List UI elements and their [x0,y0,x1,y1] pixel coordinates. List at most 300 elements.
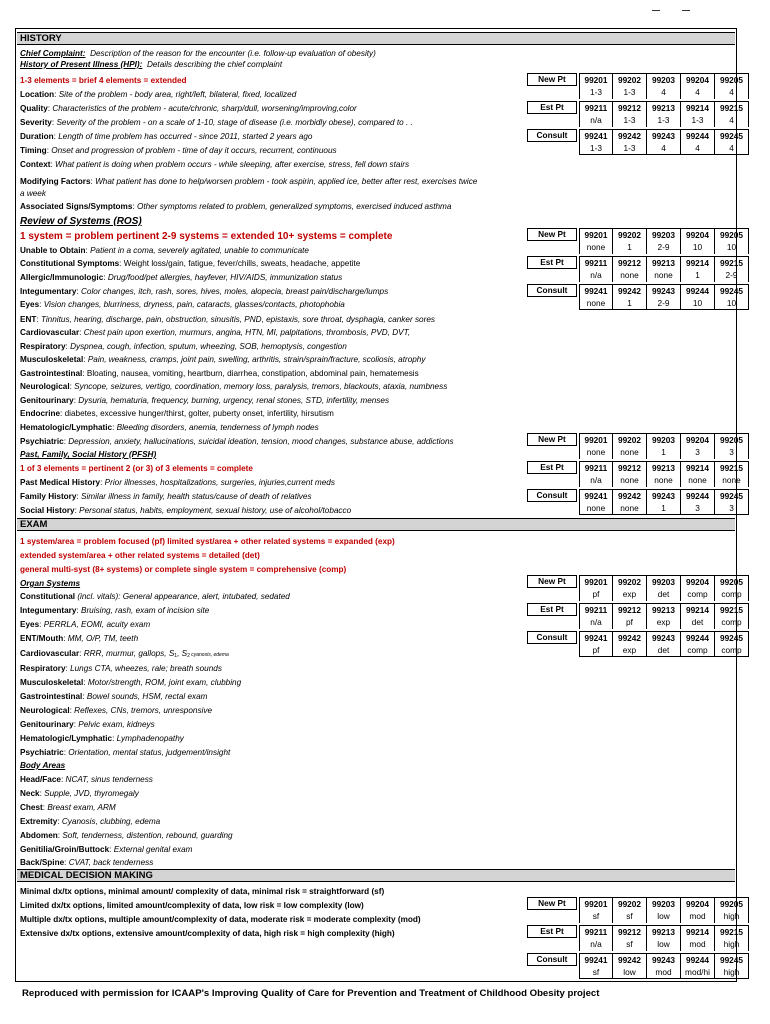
cpt-code-row [579,953,749,966]
mdm-line: Minimal dx/tx options, minimal amount/ complexity of data, minimal risk = straightforward (sf) [20,887,385,896]
body-item-text: Soft, tenderness, distention, rebound, guarding [62,831,233,840]
body-item-text: External genital exam [113,845,193,854]
cpt-code-cell: 99212 [613,925,647,938]
ros-item-text: Chest pain upon exertion, murmurs, angina, HTN, MI, palpitations, thrombosis, PVD, DVT, [83,328,411,337]
cpt-code-cell: 99203 [647,73,681,86]
cpt-code-cell: 99213 [647,925,681,938]
ros-item-text: Patient in a coma, severely agitated, unable to communicate [90,246,309,255]
body-item-label: Back/Spine [20,858,65,867]
hpi-item: Timing: Onset and progression of problem - time of day it occurs, recurrent, continuous [20,146,337,155]
hpi-item-label: Duration [20,132,54,141]
requirement-row [579,616,749,629]
hpi-item-text: Length of time problem has occurred - since 2011, started 2 years ago [58,132,313,141]
exam-rule: general multi-syst (8+ systems) or complete single system = comprehensive (comp) [20,565,347,574]
organ-item-label: Gastrointestinal [20,692,83,701]
cpt-code-cell: 99202 [613,228,647,241]
ros-rule: 1 system = problem pertinent 2-9 systems = extended 10+ systems = complete [20,231,393,242]
requirement-row [579,502,749,515]
requirement-cell: 1 [613,297,647,310]
cpt-code-cell: 99215 [715,925,749,938]
cpt-code-cell: 99242 [613,631,647,644]
section-mdm: MEDICAL DECISION MAKING [17,869,735,882]
body-item-label: Abdomen [20,831,58,840]
ros-item-label: ENT [20,315,37,324]
body-item-label: Extremity [20,817,58,826]
ros-item: Cardiovascular: Chest pain upon exertion, murmurs, angina, HTN, MI, palpitations, thrombosis, PVD, DVT, [20,328,411,337]
requirement-cell: 1-3 [647,114,681,127]
cpt-code-cell: 99242 [613,953,647,966]
requirement-cell: 2-9 [647,241,681,254]
requirement-cell: pf [579,644,613,657]
pfsh-item-label: Family History [20,492,77,501]
organ-item: ENT/Mouth: MM, O/P, TM, teeth [20,634,139,643]
hpi-item-text: Severity of the problem - on a scale of 1-10, stage of disease (i.e. morbidly obese), compared to . . [56,118,413,127]
cpt-code-cell: 99201 [579,73,613,86]
requirement-cell: det [647,644,681,657]
patient-type-label: Est Pt [527,461,577,474]
cpt-code-cell: 99241 [579,284,613,297]
cpt-code-cell: 99241 [579,489,613,502]
cpt-code-cell: 99211 [579,925,613,938]
cpt-code-cell: 99214 [681,603,715,616]
organ-item-text: Bowel sounds, HSM, rectal exam [86,692,208,701]
requirement-cell: n/a [579,616,613,629]
organ-item-text: (incl. vitals): General appearance, alert, intubated, sedated [77,592,290,601]
ros-item-text: Tinnitus, hearing, discharge, pain, obstruction, sinusitis, PND, epistaxis, sore throat, dysphagia, canker sores [40,315,435,324]
ros-item-text: Pain, weakness, cramps, joint pain, swelling, arthritis, strain/sprain/fracture, scoliosis, atrophy [87,355,426,364]
cpt-code-cell: 99211 [579,256,613,269]
pfsh-item-label: Social History [20,506,75,515]
requirement-cell: 1-3 [579,86,613,99]
cpt-code-cell: 99204 [681,897,715,910]
cpt-code-cell: 99242 [613,129,647,142]
requirement-cell: 10 [681,297,715,310]
cpt-code-row [579,631,749,644]
requirement-cell: comp [715,616,749,629]
patient-type-label: New Pt [527,575,577,588]
body-areas-title: Body Areas [20,761,66,770]
ros-item: Gastrointestinal: Bloating, nausea, vomiting, heartburn, diarrhea, constipation, abdominal pain, hematemesis [20,369,419,378]
patient-type-label: Est Pt [527,256,577,269]
requirement-cell: comp [681,644,715,657]
top-dash-mark [652,10,660,11]
cpt-code-cell: 99241 [579,953,613,966]
organ-item-label: Musculoskeletal [20,678,84,687]
section-history: HISTORY [17,32,735,45]
mdm-line: Limited dx/tx options, limited amount/complexity of data, low risk = low complexity (low) [20,901,364,910]
ros-item: Musculoskeletal: Pain, weakness, cramps, joint pain, swelling, arthritis, strain/sprain/fracture, scoliosis, atrophy [20,355,426,364]
footer-credit: Reproduced with permission for ICAAP's Improving Quality of Care for Prevention and Treatment of Childhood Obesity project [22,988,600,999]
requirement-cell: 1-3 [579,142,613,155]
requirement-cell: pf [613,616,647,629]
patient-type-label: Consult [527,129,577,142]
hpi-text: Details describing the chief complaint [146,60,283,69]
requirement-cell: n/a [579,269,613,282]
cpt-code-cell: 99204 [681,575,715,588]
pfsh-rule: 1 of 3 elements = pertinent 2 (or 3) of 3 elements = complete [20,464,253,473]
ros-item-text: Syncope, seizures, vertigo, coordination, memory loss, paralysis, tremors, blackouts, ataxia, numbness [74,382,448,391]
organ-item-label: Respiratory [20,664,66,673]
hpi-item-label: Context [20,160,51,169]
ros-item-text: Drug/food/pet allergies, hayfever, HIV/AIDS, immunization status [107,273,343,282]
requirement-cell: low [613,966,647,979]
body-item-label: Head/Face [20,775,61,784]
body-item-text: Supple, JVD, thyromegaly [44,789,139,798]
ros-item: Integumentary: Color changes, itch, rash, sores, hives, moles, alopecia, breast pain/discharge/lumps [20,287,389,296]
ros-item-label: Eyes [20,300,40,309]
body-item: Extremity: Cyanosis, clubbing, edema [20,817,161,826]
requirement-cell: none [613,502,647,515]
cpt-code-cell: 99244 [681,953,715,966]
patient-type-label: New Pt [527,897,577,910]
requirement-row [579,966,749,979]
cpt-code-row [579,925,749,938]
ros-item: Psychiatric: Depression, anxiety, hallucinations, suicidal ideation, tension, mood changes, substance abuse, addictions [20,437,454,446]
cpt-code-cell: 99212 [613,603,647,616]
cpt-code-row [579,101,749,114]
cpt-code-cell: 99205 [715,897,749,910]
requirement-row [579,86,749,99]
cpt-code-cell: 99205 [715,73,749,86]
body-item: Abdomen: Soft, tenderness, distention, rebound, guarding [20,831,233,840]
cpt-code-cell: 99212 [613,101,647,114]
ros-item-text: Dyspnea, cough, infection, sputum, wheezing, SOB, hemoptysis, congestion [70,342,347,351]
patient-type-label: Consult [527,953,577,966]
organ-item-label: Cardiovascular [20,649,80,658]
cpt-code-cell: 99213 [647,256,681,269]
ros-item-label: Gastrointestinal [20,369,83,378]
ros-item-text: Color changes, itch, rash, sores, hives, moles, alopecia, breast pain/discharge/lumps [80,287,389,296]
organ-item-label: Eyes [20,620,40,629]
ros-item: ENT: Tinnitus, hearing, discharge, pain, obstruction, sinusitis, PND, epistaxis, sore throat, dysphagia, canker sores [20,315,435,324]
requirement-cell: high [715,910,749,923]
ros-item: Allergic/Immunologic: Drug/food/pet allergies, hayfever, HIV/AIDS, immunization status [20,273,343,282]
ros-item: Respiratory: Dyspnea, cough, infection, sputum, wheezing, SOB, hemoptysis, congestion [20,342,347,351]
cpt-code-row [579,73,749,86]
cpt-code-cell: 99215 [715,101,749,114]
organ-item-text: Lymphadenopathy [116,734,184,743]
top-dash-mark [682,10,690,11]
requirement-row [579,588,749,601]
ros-item: Hematologic/Lymphatic: Bleeding disorders, anemia, tenderness of lymph nodes [20,423,319,432]
cpt-code-cell: 99201 [579,228,613,241]
requirement-cell: 4 [647,86,681,99]
cpt-code-cell: 99202 [613,897,647,910]
body-item: Genitilia/Groin/Buttock: External genital exam [20,845,193,854]
organ-item: Psychiatric: Orientation, mental status, judgement/insight [20,748,231,757]
cpt-code-cell: 99243 [647,631,681,644]
hpi-elements-rule: 1-3 elements = brief 4 elements = extended [20,76,187,85]
ros-item-text: Dysuria, hematuria, frequency, burning, urgency, renal stones, STD, infertility, menses [78,396,390,405]
ros-item-text: Weight loss/gain, fatigue, fever/chills, sweats, headache, appetite [123,259,361,268]
cpt-code-cell: 99201 [579,433,613,446]
organ-systems-title: Organ Systems [20,579,81,588]
patient-type-label: New Pt [527,433,577,446]
body-item-text: CVAT, back tenderness [68,858,154,867]
ros-item-text: Depression, anxiety, hallucinations, suicidal ideation, tension, mood changes, substance abuse, addictions [68,437,454,446]
patient-type-label: Est Pt [527,603,577,616]
cpt-code-cell: 99243 [647,953,681,966]
cpt-code-cell: 99211 [579,101,613,114]
organ-item: Integumentary: Bruising, rash, exam of incision site [20,606,210,615]
cpt-code-cell: 99213 [647,461,681,474]
ros-item: Endocrine: diabetes, excessive hunger/thirst, golter, puberty onset, infertility, hirsutism [20,409,334,418]
requirement-cell: low [647,938,681,951]
requirement-cell: det [681,616,715,629]
ros-title: Review of Systems (ROS) [20,216,142,227]
body-item-label: Neck [20,789,40,798]
pfsh-item-text: Similar illness in family, health status/cause of death of relatives [80,492,312,501]
body-item-text: Cyanosis, clubbing, edema [61,817,161,826]
hpi-item: Duration: Length of time problem has occurred - since 2011, started 2 years ago [20,132,313,141]
hpi-item-label: Associated Signs/Symptoms [20,202,133,211]
requirement-cell: 4 [715,114,749,127]
requirement-cell: 1-3 [681,114,715,127]
organ-item-text: Bruising, rash, exam of incision site [80,606,210,615]
hpi-item: Associated Signs/Symptoms: Other symptoms related to problem, generalized symptoms, exercised induced asthma [20,202,452,211]
cpt-code-cell: 99245 [715,631,749,644]
cpt-code-cell: 99244 [681,284,715,297]
cpt-code-cell: 99214 [681,461,715,474]
pfsh-item-text: Prior illnesses, hospitalizations, surgeries, injuries,current meds [104,478,335,487]
organ-item: Respiratory: Lungs CTA, wheezes, rale; breath sounds [20,664,222,673]
requirement-cell: exp [647,616,681,629]
hpi-item: Modifying Factors: What patient has done to help/worsen problem - took aspirin, applied ice, better after rest, exercises twice [20,177,478,186]
patient-type-label: Consult [527,489,577,502]
cpt-code-cell: 99203 [647,897,681,910]
requirement-cell: 1 [613,241,647,254]
cpt-code-cell: 99205 [715,433,749,446]
cpt-code-cell: 99242 [613,489,647,502]
body-item-text: Breast exam, ARM [47,803,116,812]
requirement-cell: 4 [715,142,749,155]
requirement-cell: sf [579,966,613,979]
hpi-item: Context: What patient is doing when problem occurs - while sleeping, after exercise, stress, fell down stairs [20,160,410,169]
cpt-code-cell: 99215 [715,256,749,269]
cpt-code-cell: 99202 [613,73,647,86]
requirement-cell: none [579,241,613,254]
pfsh-item: Social History: Personal status, habits, employment, sexual history, use of alcohol/tobacco [20,506,352,515]
hpi-item: Severity: Severity of the problem - on a scale of 1-10, stage of disease (i.e. morbidly obese), compared to . . [20,118,413,127]
ros-item-label: Integumentary [20,287,77,296]
cpt-code-row [579,603,749,616]
coding-reference-form [15,28,744,982]
ros-item-label: Constitutional Symptoms [20,259,120,268]
ros-item-label: Allergic/Immunologic [20,273,104,282]
organ-item-label: Psychiatric [20,748,64,757]
requirement-cell: none [579,297,613,310]
organ-item-text: Orientation, mental status, judgement/insight [68,748,231,757]
cpt-code-cell: 99212 [613,461,647,474]
organ-item-label: ENT/Mouth [20,634,64,643]
pfsh-title: Past, Family, Social History (PFSH) [20,450,157,459]
requirement-cell: 1 [681,269,715,282]
organ-item: Hematologic/Lymphatic: Lymphadenopathy [20,734,184,743]
organ-item-text: Reflexes, CNs, tremors, unresponsive [74,706,213,715]
cpt-code-cell: 99203 [647,575,681,588]
requirement-cell: sf [613,938,647,951]
cpt-code-cell: 99203 [647,433,681,446]
requirement-cell: sf [579,910,613,923]
requirement-cell: 1 [647,502,681,515]
ros-item-text: Bloating, nausea, vomiting, heartburn, diarrhea, constipation, abdominal pain, hematemesis [86,369,419,378]
organ-item: Musculoskeletal: Motor/strength, ROM, joint exam, clubbing [20,678,242,687]
cpt-code-cell: 99214 [681,925,715,938]
cpt-code-row [579,489,749,502]
requirement-cell: high [715,938,749,951]
requirement-cell: n/a [579,114,613,127]
hpi-line [20,59,282,70]
requirement-cell: none [579,502,613,515]
requirement-cell: mod [647,966,681,979]
ros-item-text: Vision changes, blurriness, dryness, pain, cataracts, glasses/contacts, photophobia [43,300,345,309]
requirement-cell: 3 [715,502,749,515]
organ-item-label: Neurological [20,706,70,715]
requirement-cell: 1-3 [613,86,647,99]
mdm-line: Multiple dx/tx options, multiple amount/complexity of data, moderate risk = moderate complexity (mod) [20,915,421,924]
requirement-cell: 4 [715,86,749,99]
pfsh-item-label: Past Medical History [20,478,101,487]
requirement-row [579,142,749,155]
ros-item: Eyes: Vision changes, blurriness, dryness, pain, cataracts, glasses/contacts, photophobia [20,300,345,309]
requirement-cell: exp [613,644,647,657]
cpt-code-cell: 99242 [613,284,647,297]
ros-item-label: Endocrine [20,409,61,418]
requirement-cell: 10 [681,241,715,254]
requirement-cell: pf [579,588,613,601]
cardio-tail: cyanosis, edema [189,652,229,658]
requirement-cell: sf [613,910,647,923]
requirement-cell: 3 [715,446,749,459]
ros-item-label: Musculoskeletal [20,355,84,364]
ros-item: Constitutional Symptoms: Weight loss/gain, fatigue, fever/chills, sweats, headache, appetite [20,259,361,268]
requirement-row [579,910,749,923]
organ-item-text: Lungs CTA, wheezes, rale; breath sounds [70,664,222,673]
requirement-cell: none [579,446,613,459]
patient-type-label: Consult [527,284,577,297]
organ-item: Gastrointestinal: Bowel sounds, HSM, rectal exam [20,692,208,701]
cpt-code-cell: 99243 [647,129,681,142]
cpt-code-cell: 99203 [647,228,681,241]
mdm-line: Extensive dx/tx options, extensive amount/complexity of data, high risk = high complexity (high) [20,929,395,938]
organ-item: Cardiovascular: RRR, murmur, gallops, $S_1$, $S_2$ cyanosis, edema [20,649,229,659]
hpi-item: Quality: Characteristics of the problem - acute/chronic, sharp/dull, worsening/improving,color [20,104,357,113]
section-exam: EXAM [17,518,735,531]
requirement-cell: 2-9 [715,269,749,282]
requirement-cell: mod [681,938,715,951]
ros-item-label: Hematologic/Lymphatic [20,423,113,432]
hpi-item-text: Onset and progression of problem - time of day it occurs, recurrent, continuous [51,146,337,155]
requirement-cell: 10 [715,297,749,310]
exam-rule: 1 system/area = problem focused (pf) limited syst/area + other related systems = expanded (exp) [20,537,395,546]
ros-item-label: Unable to Obtain [20,246,86,255]
body-item: Neck: Supple, JVD, thyromegaly [20,789,139,798]
cpt-code-cell: 99245 [715,489,749,502]
cpt-code-cell: 99201 [579,575,613,588]
ros-item-label: Cardiovascular [20,328,80,337]
requirement-cell: none [647,269,681,282]
ros-item: Unable to Obtain: Patient in a coma, severely agitated, unable to communicate [20,246,309,255]
hpi-item-label: Severity [20,118,52,127]
organ-item: Eyes: PERRLA, EOMI, acuity exam [20,620,151,629]
organ-item: Genitourinary: Pelvic exam, kidneys [20,720,155,729]
hpi-label: History of Present Illness (HPI): [20,60,143,69]
hpi-item-text: Site of the problem - body area, right/left, bilateral, fixed, localized [58,90,297,99]
cpt-code-cell: 99213 [647,603,681,616]
cpt-code-cell: 99243 [647,284,681,297]
requirement-row [579,938,749,951]
cpt-code-cell: 99245 [715,284,749,297]
organ-item-label: Integumentary [20,606,77,615]
organ-item: Neurological: Reflexes, CNs, tremors, unresponsive [20,706,213,715]
requirement-cell: n/a [579,938,613,951]
hpi-item-label: Quality [20,104,48,113]
cpt-code-cell: 99214 [681,101,715,114]
cpt-code-cell: 99205 [715,228,749,241]
requirement-cell: det [647,588,681,601]
patient-type-label: Est Pt [527,925,577,938]
chief-complaint-label: Chief Complaint: [20,49,86,58]
hpi-item-label: Modifying Factors [20,177,91,186]
ros-item-label: Neurological [20,382,70,391]
organ-item-text: Motor/strength, ROM, joint exam, clubbing [87,678,242,687]
s2-subscript: 2 [187,653,190,659]
cpt-code-row [579,433,749,446]
hpi-item-text: What patient has done to help/worsen problem - took aspirin, applied ice, better after rest, exercises twice [95,177,478,186]
cpt-code-cell: 99204 [681,73,715,86]
organ-item-text: Pelvic exam, kidneys [78,720,155,729]
cpt-code-cell: 99202 [613,433,647,446]
cpt-code-cell: 99244 [681,129,715,142]
cpt-code-row [579,228,749,241]
requirement-cell: mod/hi [681,966,715,979]
requirement-cell: exp [613,588,647,601]
requirement-row [579,114,749,127]
cpt-code-row [579,129,749,142]
body-item: Chest: Breast exam, ARM [20,803,116,812]
cpt-code-cell: 99204 [681,433,715,446]
s1-subscript: 1 [174,653,178,659]
cpt-code-cell: 99202 [613,575,647,588]
requirement-cell: comp [681,588,715,601]
chief-complaint-text: Description of the reason for the encounter (i.e. follow-up evaluation of obesity) [90,49,376,58]
body-item-label: Genitilia/Groin/Buttock [20,845,110,854]
body-item: Back/Spine: CVAT, back tenderness [20,858,154,867]
pfsh-item: Family History: Similar illness in family, health status/cause of death of relatives [20,492,312,501]
hpi-item-text: Characteristics of the problem - acute/chronic, sharp/dull, worsening/improving,color [52,104,357,113]
requirement-cell: n/a [579,474,613,487]
ros-item-label: Psychiatric [20,437,64,446]
requirement-cell: 3 [681,502,715,515]
body-item-text: NCAT, sinus tenderness [65,775,153,784]
requirement-cell: none [613,269,647,282]
ros-item: Neurological: Syncope, seizures, vertigo, coordination, memory loss, paralysis, tremors, blackouts, ataxia, numbness [20,382,448,391]
body-item: Head/Face: NCAT, sinus tenderness [20,775,153,784]
organ-item-text: RRR, murmur, gallops, S [83,649,175,658]
cpt-code-row [579,575,749,588]
organ-item [20,591,290,602]
requirement-cell: 1 [647,446,681,459]
cpt-code-cell: 99241 [579,631,613,644]
organ-item-text: MM, O/P, TM, teeth [67,634,139,643]
requirement-cell: comp [715,644,749,657]
requirement-row [579,644,749,657]
chief-complaint-line [20,48,376,59]
body-item-label: Chest [20,803,43,812]
cpt-code-cell: 99201 [579,897,613,910]
requirement-cell: none [613,446,647,459]
hpi-item-text: a week [20,189,46,198]
